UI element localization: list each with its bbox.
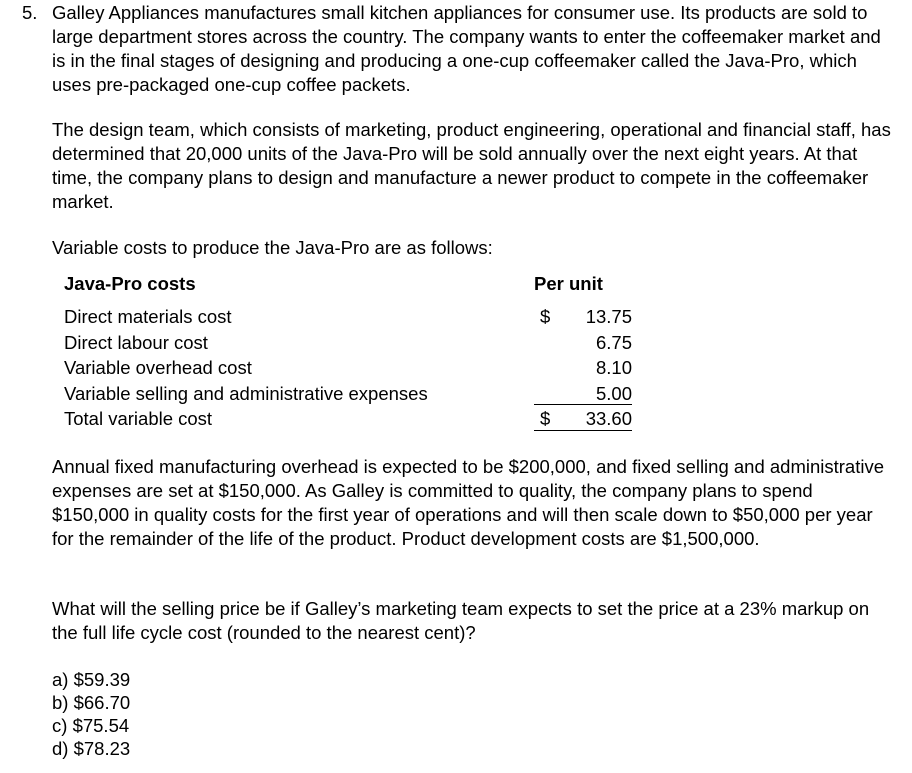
answer-option-d[interactable] [52,737,130,760]
option-letter: b) [52,692,69,713]
option-text: $66.70 [73,692,131,713]
question-prompt [52,597,892,645]
row-label: Direct labour cost [64,331,208,353]
table-row [64,355,644,381]
question-number: 5. [22,2,38,23]
fixed-costs-paragraph [52,455,892,551]
row-amount: 5.00 [595,382,632,404]
variable-costs-intro [52,236,892,260]
total-underline [534,430,632,431]
table-row [64,381,644,407]
variable-costs-intro-text: Variable costs to produce the Java-Pro are as follows: [52,237,493,258]
row-label: Direct materials cost [64,306,232,327]
intro-text: Galley Appliances manufactures small kitchen appliances for consumer use. Its products are sold to large department stores across the country. The company wants to enter the coffeemaker market and is in the final stages of designing and producing a one-cup coffeemaker called the Java-Pro, which uses pre-packaged one-cup coffee packets. [52,2,881,95]
option-letter: c) [52,715,68,736]
cost-table [64,270,644,432]
question-prompt-text: What will the selling price be if Galley’s marketing team expects to set the price at a 23% markup on the full life cycle cost (rounded to the nearest cent)? [52,598,870,643]
row-currency: $ [540,408,551,429]
row-label: Variable overhead cost [64,357,252,378]
intro-paragraph [52,1,892,97]
answer-option-b[interactable] [52,691,130,714]
option-letter: a) [52,669,69,690]
row-label: Total variable cost [64,408,213,429]
table-row-total [64,406,644,432]
header-label-per-unit: Per unit [534,273,603,294]
option-text: $78.23 [73,738,131,759]
row-amount: 6.75 [595,331,632,353]
subtotal-rule [534,404,632,405]
answer-option-a[interactable] [52,668,130,691]
answer-option-c[interactable] [52,714,130,737]
fixed-costs-text: Annual fixed manufacturing overhead is expected to be $200,000, and fixed selling and administrative expenses are set at $150,000. As Galley is committed to quality, the company plans to spend $150,000 in quality costs for the first year of operations and will then scale down to $50,000 per year for the remainder of the life of the product. Product development costs are $1,500,000. [52,456,885,549]
design-team-text: The design team, which consists of marketing, product engineering, operational and financial staff, has determined that 20,000 units of the Java-Pro will be sold annually over the next eight years. At that time, the company plans to design and manufacture a newer product to compete in the coffeemaker market. [52,119,891,212]
option-letter: d) [52,738,69,759]
answer-options [52,668,130,760]
option-text: $59.39 [73,669,131,690]
table-row [64,330,644,356]
cost-table-header [64,270,644,304]
row-amount: 33.60 [585,408,632,429]
table-row [64,304,644,330]
row-currency: $ [540,306,551,327]
design-team-paragraph [52,118,892,214]
row-label: Variable selling and administrative expenses [64,382,428,404]
option-text: $75.54 [72,715,130,736]
header-label-costs: Java-Pro costs [64,273,196,294]
row-amount: 8.10 [595,357,632,378]
row-amount: 13.75 [585,306,632,327]
